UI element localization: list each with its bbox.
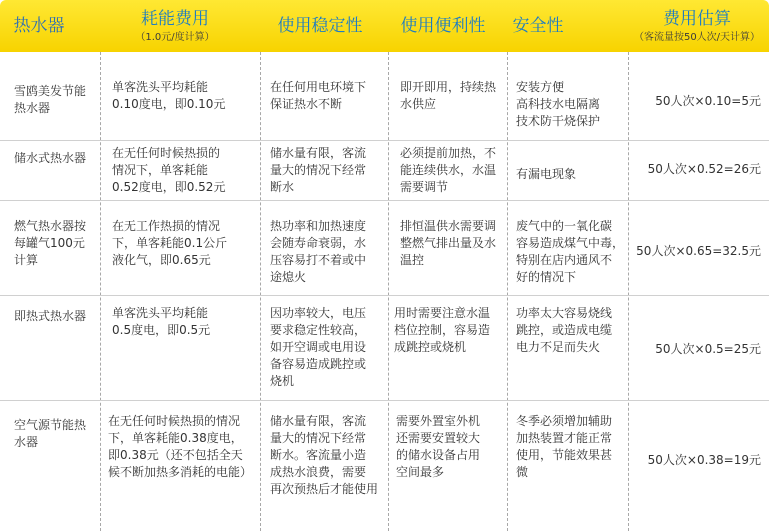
column-divider — [260, 52, 261, 531]
row1-convenience: 即开即用，持续热 水供应 — [400, 80, 497, 111]
row3-heater-name: 燃气热水器按 每罐气100元 计算 — [14, 219, 87, 267]
header-col-heater — [0, 0, 78, 52]
header-col-stability — [260, 0, 380, 52]
row4-convenience: 用时需要注意水温 档位控制，容易造 成跳控或烧机 — [394, 306, 491, 354]
row2-heater-name: 储水式热水器 — [14, 151, 87, 165]
header-col-cost — [625, 0, 769, 52]
row2-safety: 有漏电现象 — [516, 167, 577, 181]
row3-safety: 废气中的一氧化碳 容易造成煤气中毒， 特别在店内通风不 好的情况下 — [516, 219, 625, 284]
row1-cost: 50人次×0.10=5元 — [655, 94, 761, 108]
row5-safety: 冬季必须增加辅助 加热装置才能正常 使用，节能效果甚 微 — [516, 414, 613, 479]
row-divider — [0, 400, 769, 401]
row1-safety: 安装方便 高科技水电隔离 技术防干烧保护 — [516, 80, 601, 128]
row5-cost: 50人次×0.38=19元 — [647, 453, 761, 467]
row2-energy: 在无任何时候热损的 情况下，单客耗能 0.52度电，即0.52元 — [112, 146, 226, 194]
row5-convenience: 需要外置室外机 还需要安置较大 的储水设备占用 空间最多 — [396, 414, 481, 479]
header-col-cost-sub: （客流量按50人次/天计算） — [633, 31, 761, 43]
row-divider — [0, 200, 769, 201]
row3-convenience: 排恒温供水需要调 整燃气排出量及水 温控 — [400, 219, 497, 267]
row2-stability: 储水量有限，客流 量大的情况下经常 断水 — [270, 146, 367, 194]
row5-stability: 储水量有限，客流 量大的情况下经常 断水。客流量小造 成热水浪费，需要 再次预热后才能使用 — [270, 414, 379, 496]
table-header — [0, 0, 769, 52]
row4-safety: 功率太大容易烧线 跳控，或造成电缆 电力不足而失火 — [516, 306, 613, 354]
row2-cost: 50人次×0.52=26元 — [647, 162, 761, 176]
row5-energy: 在无任何时候热损的情况 下，单客耗能0.38度电， 即0.38元（还不包括全天 候不断加热多消耗的电能） — [108, 414, 253, 479]
row4-cost: 50人次×0.5=25元 — [655, 342, 761, 356]
header-col-cost-label: 费用估算 — [663, 8, 731, 29]
header-col-convenience — [388, 0, 498, 52]
row-divider — [0, 295, 769, 296]
row1-heater-name: 雪鸥美发节能 热水器 — [14, 84, 87, 115]
row1-energy: 单客洗头平均耗能 0.10度电，即0.10元 — [112, 80, 226, 111]
column-divider — [628, 52, 629, 531]
row3-energy: 在无工作热损的情况 下，单客耗能0.1公斤 液化气，即0.65元 — [112, 219, 228, 267]
row4-stability: 因功率较大，电压 要求稳定性较高， 如开空调或电用设 备容易造成跳控或 烧机 — [270, 306, 367, 388]
header-col-stability-label: 使用稳定性 — [277, 16, 363, 36]
row2-convenience: 必须提前加热，不 能连续供水，水温 需要调节 — [400, 146, 497, 194]
column-divider — [388, 52, 389, 531]
row4-heater-name: 即热式热水器 — [14, 309, 87, 323]
row3-cost: 50人次×0.65=32.5元 — [636, 244, 761, 258]
row3-stability: 热功率和加热速度 会随寿命衰弱，水 压容易打不着或中 途熄火 — [270, 219, 367, 284]
header-col-convenience-label: 使用便利性 — [400, 16, 486, 36]
header-col-energy-label: 耗能费用 — [141, 8, 209, 29]
column-divider — [507, 52, 508, 531]
row5-heater-name: 空气源节能热 水器 — [14, 418, 87, 449]
column-divider — [100, 52, 101, 531]
header-col-safety — [503, 0, 573, 52]
header-col-energy-sub: （1.0元/度计算） — [135, 31, 215, 43]
row4-energy: 单客洗头平均耗能 0.5度电，即0.5元 — [112, 306, 211, 337]
header-col-safety-label: 安全性 — [512, 16, 564, 36]
header-col-heater-label: 热水器 — [13, 16, 65, 36]
header-col-energy — [95, 0, 255, 52]
row-divider — [0, 140, 769, 141]
row1-stability: 在任何用电环境下 保证热水不断 — [270, 80, 367, 111]
